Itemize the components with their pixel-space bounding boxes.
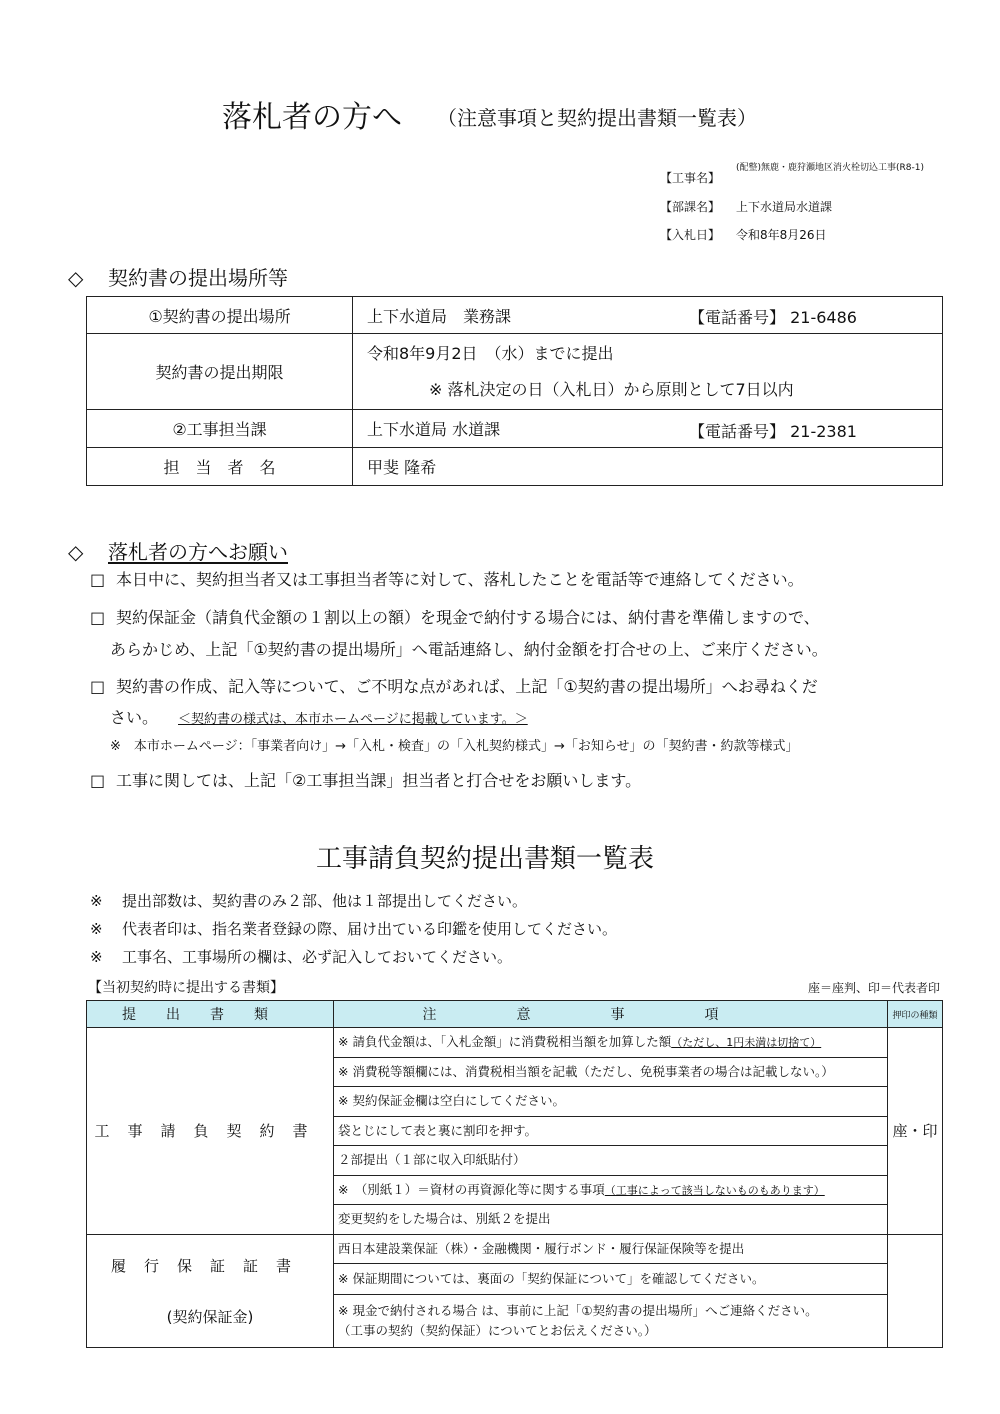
table-row: [87, 334, 943, 410]
deadline-value: 令和8年9月2日 （水）までに提出: [367, 343, 614, 363]
header-seal-type: 押印の種類: [888, 1001, 943, 1028]
performance-doc-sub: (契約保証金): [166, 1307, 254, 1326]
performance-note: 西日本建設業保証（株）・金融機関・履行ボンド・履行保証保険等を提出: [334, 1235, 887, 1264]
work-name-value: (配整)無鹿・鹿狩瀬地区消火栓切込工事(R8-1): [736, 163, 924, 173]
request-text-continued: あらかじめ、上記「①契約書の提出場所」へ電話連絡し、納付金額を打合せの上、ご来庁ください。: [110, 640, 828, 659]
request-text: 工事に関しては、上記「②工事担当課」担当者と打合せをお願いします。: [116, 771, 642, 790]
list-note: [90, 946, 512, 967]
checkbox-icon: □: [90, 608, 106, 627]
page-title: 落札者の方へ: [222, 100, 402, 135]
contract-note: ※ 消費税等額欄には、消費税相当額を記載（ただし、免税事業者の場合は記載しない。）: [334, 1058, 887, 1088]
table-row: [87, 448, 943, 486]
work-name-label: 【工事名】: [660, 171, 721, 185]
contract-note: 変更契約をした場合は、別紙２を提出: [338, 1211, 551, 1226]
phone-number: [689, 419, 857, 442]
phone-label: 【電話番号】: [689, 422, 786, 441]
contract-note: ※ 請負代金額は、「入札金額」に消費税相当額を加算した額（ただし、1円未満は切捨て）: [334, 1028, 887, 1058]
header-notes: 注意事項: [334, 1001, 888, 1028]
header-documents: 提出書類: [87, 1001, 334, 1028]
page-subtitle: （注意事項と契約提出書類一覧表）: [437, 106, 757, 130]
docs-label: 【当初契約時に提出する書類】: [88, 980, 284, 996]
bid-date-label: 【入札日】: [660, 228, 721, 242]
dept-label: 【部課名】: [660, 200, 721, 214]
note-text: 提出部数は、契約書のみ２部、他は１部提出してください。: [122, 892, 528, 910]
phone-number: [689, 305, 857, 328]
phone-value: 21-6486: [790, 308, 857, 327]
checkbox-icon: □: [90, 570, 106, 589]
note-mark: ※: [90, 948, 103, 966]
note-text: 代表者印は、指名業者登録の際、届け出ている印鑑を使用してください。: [122, 920, 618, 938]
submission-place-value: 上下水道局 業務課: [367, 306, 512, 326]
person-value: 甲斐 隆希: [353, 448, 943, 486]
deadline-label: 契約書の提出期限: [87, 334, 353, 410]
work-dept-cell: [353, 410, 943, 448]
contract-note: ※ 契約保証金欄は空白にしてください。: [334, 1087, 887, 1117]
checkbox-icon: □: [90, 771, 106, 790]
list-title: 工事請負契約提出書類一覧表: [316, 844, 655, 874]
request-text-continued: [110, 705, 528, 728]
submission-table: [86, 296, 943, 486]
table-row: [87, 1028, 943, 1235]
table-row: [87, 1234, 943, 1347]
request-text: 本日中に、契約担当者又は工事担当者等に対して、落札したことを電話等で連絡してください。: [116, 570, 804, 589]
documents-table: [86, 1000, 943, 1348]
performance-doc-cell: [87, 1234, 334, 1347]
contract-seal-type: 座・印: [888, 1028, 943, 1235]
section-heading-submission: [68, 262, 288, 291]
request-text: さい。: [110, 708, 159, 727]
diamond-icon: ◇: [68, 266, 84, 290]
note-mark: ※: [90, 920, 103, 938]
homepage-note: ※ 本市ホームページ：「事業者向け」→「入札・検査」の「入札契約様式」→「お知らせ」の「契約書・約款等様式」: [110, 739, 799, 754]
work-dept-label: ②工事担当課: [87, 410, 353, 448]
submission-place-cell: [353, 297, 943, 334]
phone-value: 21-2381: [790, 422, 857, 441]
phone-label: 【電話番号】: [689, 308, 786, 327]
dept-value: 上下水道局水道課: [736, 200, 833, 214]
performance-seal-type: [888, 1234, 943, 1347]
seal-legend: 座＝座判、印＝代表者印: [807, 981, 940, 995]
table-row: [87, 297, 943, 334]
work-dept-value: 上下水道局 水道課: [367, 420, 501, 439]
contract-note: 袋とじにして表と裏に割印を押す。: [334, 1117, 887, 1147]
list-note: [90, 918, 617, 939]
bid-date-value: 令和8年8月26日: [736, 228, 827, 242]
request-item: [90, 601, 820, 635]
performance-note: ※ 現金で納付される場合 は、事前に上記「①契約書の提出場所」へご連絡ください。 （工事の契約（契約保証）についてとお伝えください。）: [338, 1302, 818, 1338]
submission-place-label: ①契約書の提出場所: [87, 297, 353, 334]
note-text: 工事名、工事場所の欄は、必ず記入しておいてください。: [122, 948, 513, 966]
deadline-cell: [353, 334, 943, 410]
performance-notes: [334, 1234, 888, 1347]
request-text: 契約保証金（請負代金額の１割以上の額）を現金で納付する場合には、納付書を準備しますので、: [116, 608, 820, 627]
checkbox-icon: □: [90, 677, 106, 696]
list-note: [90, 890, 527, 911]
diamond-icon: ◇: [68, 540, 84, 564]
deadline-note: ※ 落札決定の日（入札日）から原則として7日以内: [429, 379, 794, 399]
performance-note: ※ 保証期間については、裏面の「契約保証について」を確認してください。: [334, 1264, 887, 1295]
table-row: [87, 410, 943, 448]
section-heading-text: 落札者の方へお願い: [108, 540, 288, 564]
request-item: [90, 563, 804, 597]
note-mark: ※: [90, 892, 103, 910]
contract-doc-name: 工事請負契約書: [87, 1028, 334, 1235]
section-heading-text: 契約書の提出場所等: [108, 266, 288, 290]
form-note: ＜契約書の様式は、本市ホームページに掲載しています。＞: [178, 712, 528, 727]
contract-note: ２部提出（１部に収入印紙貼付）: [334, 1146, 887, 1176]
performance-doc-name: 履行保証証書: [110, 1256, 309, 1275]
contract-notes: [334, 1028, 888, 1235]
request-text: 契約書の作成、記入等について、ご不明な点があれば、上記「①契約書の提出場所」へお尋ねくだ: [116, 677, 818, 696]
person-label: 担 当 者 名: [87, 448, 353, 486]
request-item: [90, 670, 818, 704]
section-heading-requests: [68, 536, 288, 565]
contract-note: ※ （別紙１）＝資材の再資源化等に関する事項（工事によって該当しないものもあります）: [334, 1176, 887, 1206]
request-item: [90, 764, 641, 798]
table-header-row: [87, 1001, 943, 1028]
